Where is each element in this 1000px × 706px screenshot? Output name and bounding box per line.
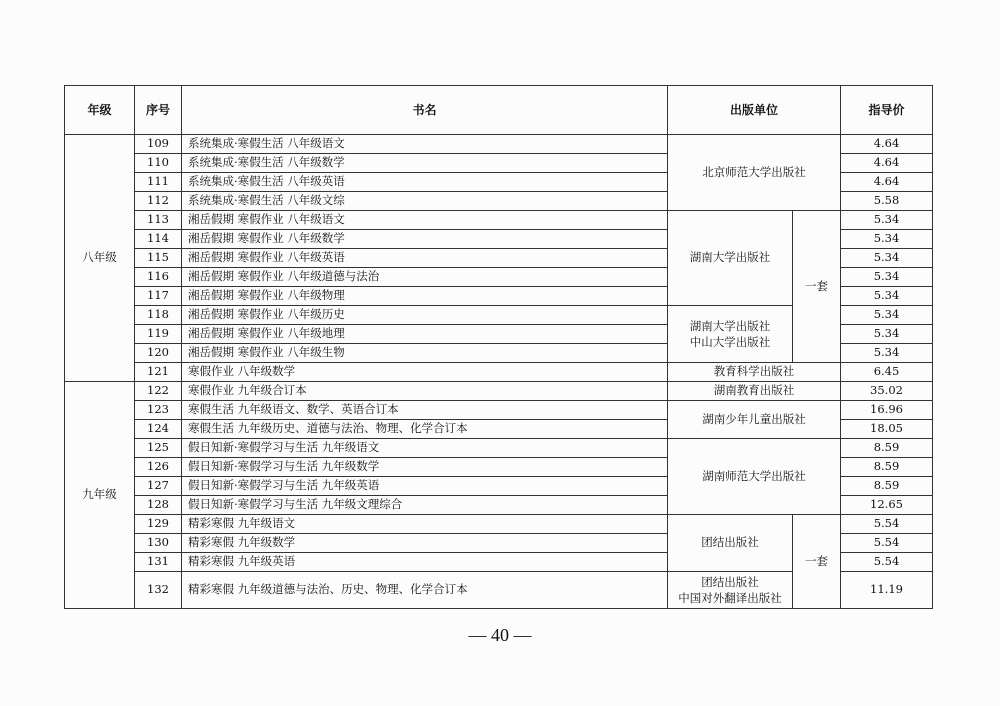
publisher-cell-joint — [668, 572, 793, 609]
title-cell: 湘岳假期 寒假作业 八年级英语 — [182, 249, 668, 268]
set-cell: 一套 — [793, 211, 841, 363]
title-cell: 精彩寒假 九年级道德与法治、历史、物理、化学合订本 — [182, 572, 668, 609]
price-cell: 4.64 — [841, 154, 933, 173]
publisher-cell: 湖南大学出版社 — [668, 211, 793, 306]
publisher-line: 中国对外翻译出版社 — [678, 591, 782, 605]
price-cell: 8.59 — [841, 477, 933, 496]
publisher-cell: 北京师范大学出版社 — [668, 135, 841, 211]
price-cell: 5.54 — [841, 553, 933, 572]
price-cell: 5.34 — [841, 287, 933, 306]
price-cell: 5.34 — [841, 230, 933, 249]
publisher-cell: 湖南教育出版社 — [668, 382, 841, 401]
price-cell: 35.02 — [841, 382, 933, 401]
title-cell: 系统集成·寒假生活 八年级数学 — [182, 154, 668, 173]
seq-cell: 125 — [135, 439, 182, 458]
price-cell: 11.19 — [841, 572, 933, 609]
seq-cell: 110 — [135, 154, 182, 173]
price-table — [64, 85, 933, 609]
price-cell: 5.34 — [841, 344, 933, 363]
title-cell: 系统集成·寒假生活 八年级英语 — [182, 173, 668, 192]
set-cell: 一套 — [793, 515, 841, 609]
publisher-line: 团结出版社 — [701, 575, 759, 589]
price-cell: 8.59 — [841, 439, 933, 458]
title-cell: 寒假作业 九年级合订本 — [182, 382, 668, 401]
title-cell: 假日知新·寒假学习与生活 九年级英语 — [182, 477, 668, 496]
seq-cell: 130 — [135, 534, 182, 553]
header-seq: 序号 — [135, 86, 182, 135]
title-cell: 系统集成·寒假生活 八年级文综 — [182, 192, 668, 211]
price-cell: 8.59 — [841, 458, 933, 477]
title-cell: 湘岳假期 寒假作业 八年级历史 — [182, 306, 668, 325]
publisher-cell: 湖南少年儿童出版社 — [668, 401, 841, 439]
header-row — [65, 86, 933, 135]
table-row — [65, 515, 933, 534]
table-row — [65, 135, 933, 154]
title-cell: 寒假生活 九年级历史、道德与法治、物理、化学合订本 — [182, 420, 668, 439]
publisher-cell-joint — [668, 306, 793, 363]
table-row — [65, 211, 933, 230]
price-cell: 5.58 — [841, 192, 933, 211]
table-row — [65, 363, 933, 382]
title-cell: 系统集成·寒假生活 八年级语文 — [182, 135, 668, 154]
grade-cell: 九年级 — [65, 382, 135, 609]
page-number: — 40 — — [468, 625, 532, 645]
seq-cell: 111 — [135, 173, 182, 192]
seq-cell: 124 — [135, 420, 182, 439]
seq-cell: 117 — [135, 287, 182, 306]
table-row — [65, 439, 933, 458]
header-grade: 年级 — [65, 86, 135, 135]
price-cell: 16.96 — [841, 401, 933, 420]
seq-cell: 109 — [135, 135, 182, 154]
seq-cell: 127 — [135, 477, 182, 496]
seq-cell: 132 — [135, 572, 182, 609]
seq-cell: 129 — [135, 515, 182, 534]
seq-cell: 121 — [135, 363, 182, 382]
seq-cell: 131 — [135, 553, 182, 572]
price-cell: 5.34 — [841, 306, 933, 325]
price-cell: 5.34 — [841, 249, 933, 268]
price-cell: 18.05 — [841, 420, 933, 439]
seq-cell: 119 — [135, 325, 182, 344]
seq-cell: 112 — [135, 192, 182, 211]
price-cell: 6.45 — [841, 363, 933, 382]
seq-cell: 122 — [135, 382, 182, 401]
seq-cell: 116 — [135, 268, 182, 287]
seq-cell: 115 — [135, 249, 182, 268]
seq-cell: 113 — [135, 211, 182, 230]
title-cell: 精彩寒假 九年级英语 — [182, 553, 668, 572]
grade-cell: 八年级 — [65, 135, 135, 382]
seq-cell: 118 — [135, 306, 182, 325]
price-cell: 12.65 — [841, 496, 933, 515]
publisher-cell: 湖南师范大学出版社 — [668, 439, 841, 515]
title-cell: 湘岳假期 寒假作业 八年级物理 — [182, 287, 668, 306]
publisher-cell: 团结出版社 — [668, 515, 793, 572]
price-cell: 5.34 — [841, 325, 933, 344]
title-cell: 精彩寒假 九年级数学 — [182, 534, 668, 553]
price-cell: 4.64 — [841, 173, 933, 192]
title-cell: 寒假作业 八年级数学 — [182, 363, 668, 382]
title-cell: 假日知新·寒假学习与生活 九年级语文 — [182, 439, 668, 458]
header-price: 指导价 — [841, 86, 933, 135]
price-cell: 5.34 — [841, 211, 933, 230]
seq-cell: 123 — [135, 401, 182, 420]
table-row — [65, 382, 933, 401]
publisher-line: 湖南大学出版社 — [689, 319, 771, 333]
seq-cell: 120 — [135, 344, 182, 363]
header-title: 书名 — [182, 86, 668, 135]
seq-cell: 128 — [135, 496, 182, 515]
price-cell: 5.34 — [841, 268, 933, 287]
price-cell: 5.54 — [841, 534, 933, 553]
title-cell: 精彩寒假 九年级语文 — [182, 515, 668, 534]
title-cell: 湘岳假期 寒假作业 八年级语文 — [182, 211, 668, 230]
seq-cell: 114 — [135, 230, 182, 249]
table-row — [65, 401, 933, 420]
publisher-cell: 教育科学出版社 — [668, 363, 841, 382]
price-cell: 4.64 — [841, 135, 933, 154]
title-cell: 湘岳假期 寒假作业 八年级生物 — [182, 344, 668, 363]
seq-cell: 126 — [135, 458, 182, 477]
header-publisher: 出版单位 — [668, 86, 841, 135]
title-cell: 假日知新·寒假学习与生活 九年级文理综合 — [182, 496, 668, 515]
title-cell: 寒假生活 九年级语文、数学、英语合订本 — [182, 401, 668, 420]
title-cell: 湘岳假期 寒假作业 八年级道德与法治 — [182, 268, 668, 287]
price-cell: 5.54 — [841, 515, 933, 534]
title-cell: 湘岳假期 寒假作业 八年级地理 — [182, 325, 668, 344]
title-cell: 湘岳假期 寒假作业 八年级数学 — [182, 230, 668, 249]
title-cell: 假日知新·寒假学习与生活 九年级数学 — [182, 458, 668, 477]
publisher-line: 中山大学出版社 — [689, 335, 771, 349]
